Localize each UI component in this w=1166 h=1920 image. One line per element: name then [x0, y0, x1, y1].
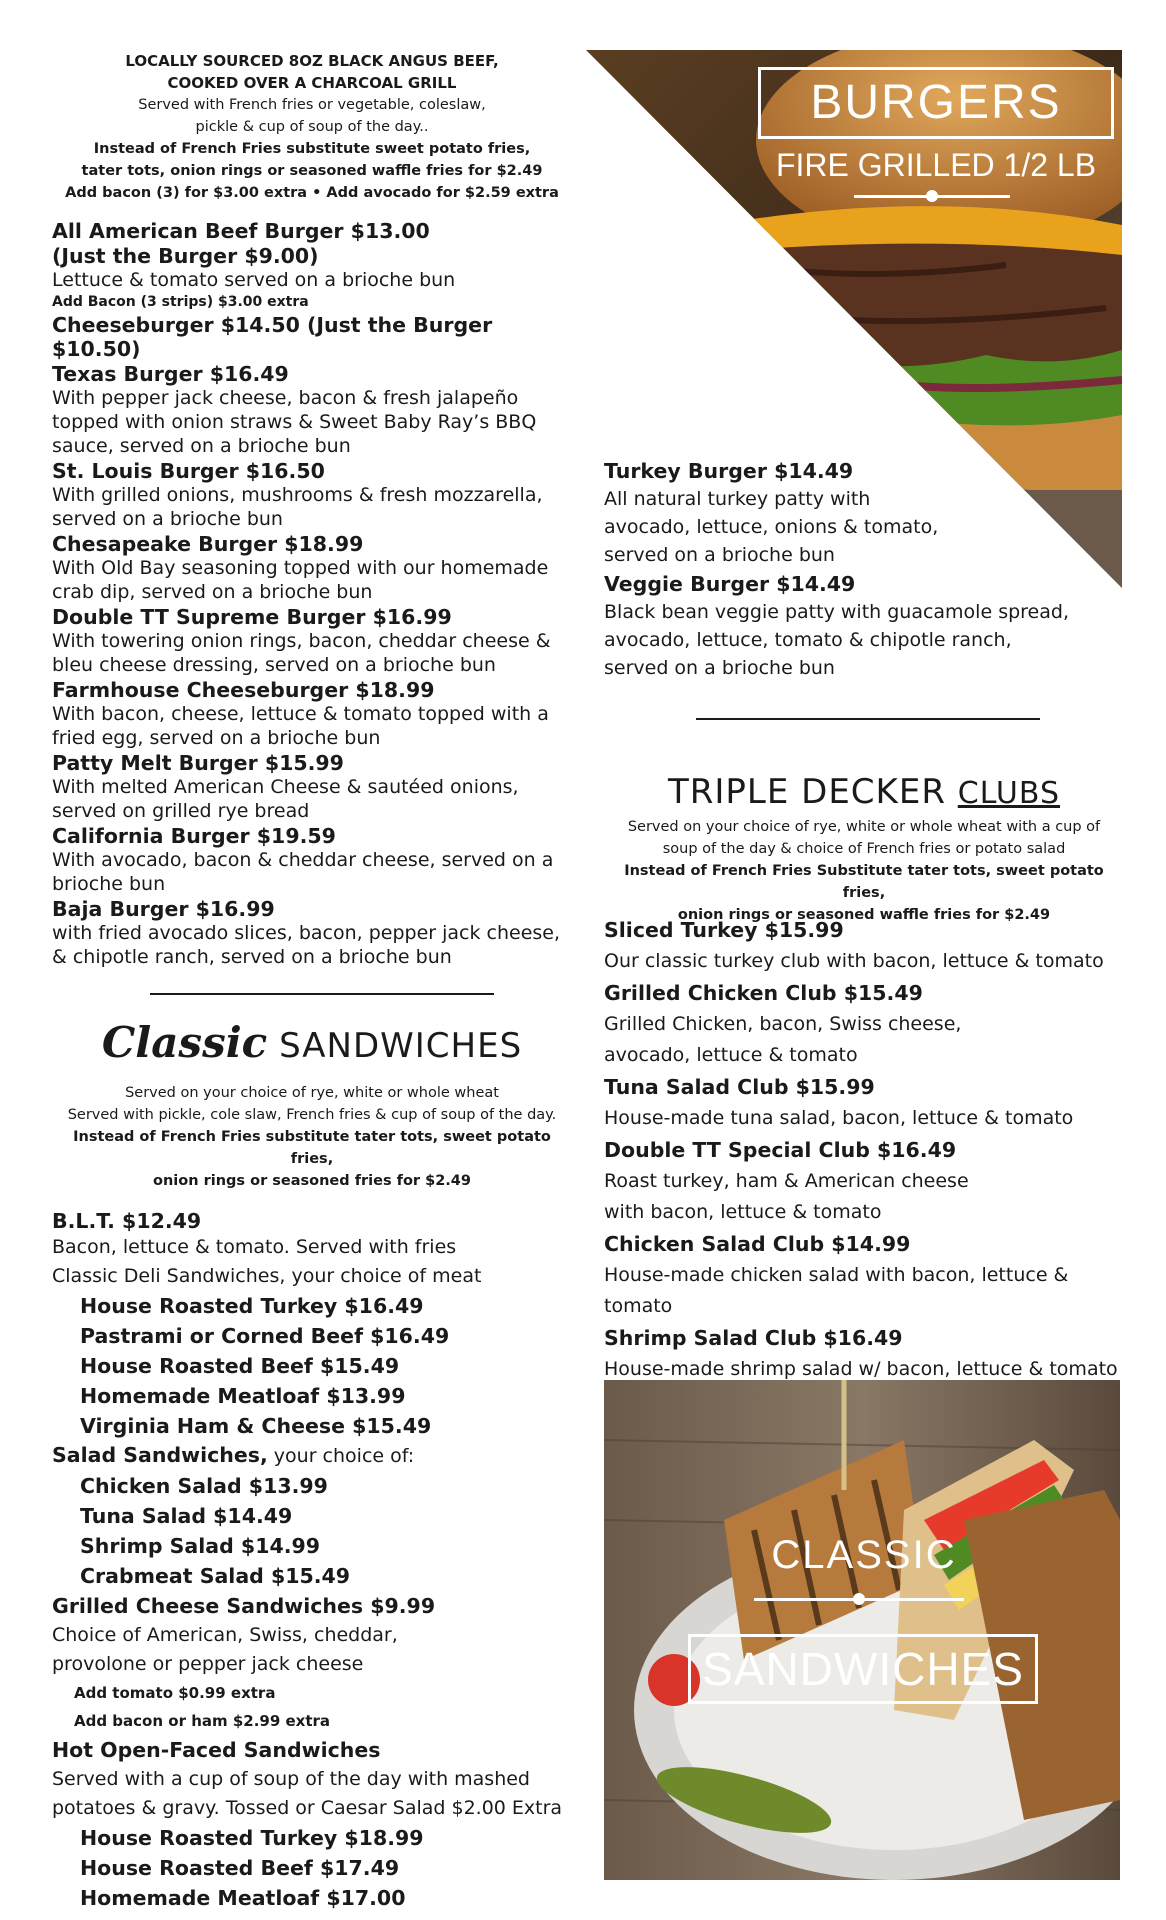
- menu-item-title: Shrimp Salad $14.99: [80, 1534, 321, 1558]
- menu-item-desc: Lettuce & tomato served on a brioche bun: [52, 269, 456, 291]
- menu-item-title: St. Louis Burger $16.50: [52, 459, 325, 483]
- menu-item-title: Homemade Meatloaf $13.99: [80, 1384, 406, 1408]
- menu-item-desc: with bacon, lettuce & tomato: [604, 1201, 882, 1223]
- menu-item-desc: with fried avocado slices, bacon, pepper jack cheese, & chipotle ranch, served on a brioche bun: [52, 922, 561, 968]
- menu-item-note: Add bacon or ham $2.99 extra: [74, 1712, 331, 1730]
- intro-line: Served with pickle, cole slaw, French fries & cup of soup of the day.: [67, 1107, 557, 1123]
- menu-item-title: Patty Melt Burger $15.99: [52, 751, 344, 775]
- intro-line: Served on your choice of rye, white or whole wheat: [125, 1085, 499, 1101]
- menu-item-title: House Roasted Beef $17.49: [80, 1856, 400, 1880]
- menu-item-desc: Our classic turkey club with bacon, lettuce & tomato: [604, 950, 1104, 972]
- menu-item-desc: potatoes & gravy. Tossed or Caesar Salad $2.00 Extra: [52, 1797, 563, 1819]
- menu-item-title: (Just the Burger $9.00): [52, 244, 319, 268]
- intro-line: onion rings or seasoned fries for $2.49: [153, 1173, 471, 1189]
- intro-line: Add bacon (3) for $3.00 extra • Add avocado for $2.59 extra: [65, 185, 559, 201]
- intro-line: pickle & cup of soup of the day..: [195, 119, 429, 135]
- menu-item-desc: Classic Deli Sandwiches, your choice of meat: [52, 1265, 482, 1287]
- burger-list: [52, 219, 572, 969]
- intro-line: soup of the day & choice of French fries or potato salad: [662, 841, 1066, 857]
- section-divider: [696, 718, 1040, 720]
- sandwiches-title-main: SANDWICHES: [279, 1026, 523, 1066]
- burgers-right-list: [604, 456, 1124, 682]
- menu-item-desc: Grilled Chicken, bacon, Swiss cheese,: [604, 1013, 962, 1035]
- menu-item-desc: Roast turkey, ham & American cheese: [604, 1170, 969, 1192]
- menu-item-desc: With grilled onions, mushrooms & fresh mozzarella, served on a brioche bun: [52, 484, 543, 530]
- menu-item-title: Veggie Burger $14.49: [604, 572, 856, 596]
- menu-item-desc: Served with a cup of soup of the day with mashed: [52, 1768, 530, 1790]
- menu-item-desc: avocado, lettuce, tomato & chipotle ranch,: [604, 629, 1012, 651]
- menu-item-desc: House-made shrimp salad w/ bacon, lettuce & tomato: [604, 1358, 1118, 1380]
- menu-item-desc: Bacon, lettuce & tomato. Served with fries: [52, 1236, 457, 1258]
- intro-line: onion rings or seasoned waffle fries for $2.49: [677, 907, 1051, 923]
- menu-item-desc: House-made tuna salad, bacon, lettuce & tomato: [604, 1107, 1074, 1129]
- menu-item-title: Chicken Salad Club $14.99: [604, 1232, 911, 1256]
- sandwiches-title: [52, 1018, 572, 1068]
- menu-item-title: Hot Open-Faced Sandwiches: [52, 1738, 381, 1762]
- menu-item-desc: your choice of:: [267, 1445, 415, 1467]
- menu-item-title: Turkey Burger $14.49: [604, 459, 854, 483]
- intro-line: Instead of French Fries substitute sweet potato fries,: [93, 141, 531, 157]
- intro-line: Instead of French Fries substitute tater tots, sweet potato fries,: [73, 1129, 551, 1167]
- menu-item-note: Add Bacon (3 strips) $3.00 extra: [52, 294, 309, 310]
- menu-item-title: Shrimp Salad Club $16.49: [604, 1326, 903, 1350]
- clubs-title-clubs: CLUBS: [957, 776, 1060, 811]
- menu-item-desc: With avocado, bacon & cheddar cheese, served on a brioche bun: [52, 849, 554, 895]
- burgers-subheading: FIRE GRILLED 1/2 LB: [775, 147, 1097, 183]
- burgers-heading: BURGERS: [758, 67, 1114, 139]
- sandwiches-intro: [52, 1082, 572, 1192]
- menu-item-desc: Choice of American, Swiss, cheddar,: [52, 1624, 398, 1646]
- menu-item-title: Sliced Turkey $15.99: [604, 918, 844, 942]
- menu-item-title: Homemade Meatloaf $17.00: [80, 1886, 406, 1910]
- classic-label: CLASSIC: [771, 1533, 957, 1577]
- menu-item-desc: With pepper jack cheese, bacon & fresh jalapeño topped with onion straws & Sweet Baby Ray’s BBQ sauce, served on a brioche bun: [52, 387, 537, 457]
- intro-line: tater tots, onion rings or seasoned waffle fries for $2.49: [81, 163, 543, 179]
- menu-item-title: Virginia Ham & Cheese $15.49: [80, 1414, 432, 1438]
- menu-item-desc: With bacon, cheese, lettuce & tomato topped with a fried egg, served on a brioche bun: [52, 703, 549, 749]
- clubs-list: [604, 914, 1124, 1385]
- photo-divider-dot: [853, 1593, 865, 1605]
- menu-item-title: Crabmeat Salad $15.49: [80, 1564, 351, 1588]
- menu-item-title: B.L.T. $12.49: [52, 1209, 202, 1233]
- menu-item-title: Salad Sandwiches,: [52, 1443, 268, 1467]
- menu-item-note: Add tomato $0.99 extra: [74, 1684, 276, 1702]
- menu-item-title: California Burger $19.59: [52, 824, 336, 848]
- sandwiches-label: SANDWICHES: [688, 1634, 1038, 1704]
- menu-item-title: House Roasted Turkey $16.49: [80, 1294, 424, 1318]
- menu-item-title: Tuna Salad $14.49: [80, 1504, 293, 1528]
- menu-item-title: Tuna Salad Club $15.99: [604, 1075, 875, 1099]
- menu-item-desc: avocado, lettuce, onions & tomato,: [604, 516, 939, 538]
- menu-item-row: [52, 1441, 572, 1471]
- burgers-intro: [52, 50, 572, 204]
- sandwich-photo: [604, 1380, 1120, 1880]
- menu-item-desc: served on a brioche bun: [604, 544, 835, 566]
- menu-item-title: Double TT Special Club $16.49: [604, 1138, 957, 1162]
- menu-item-desc: provolone or pepper jack cheese: [52, 1653, 364, 1675]
- menu-item-desc: With towering onion rings, bacon, cheddar cheese & bleu cheese dressing, served on a brioche bun: [52, 630, 551, 676]
- clubs-intro: [604, 816, 1124, 926]
- menu-item-title: Cheeseburger $14.50 (Just the Burger $10.50): [52, 313, 493, 361]
- menu-item-title: Baja Burger $16.99: [52, 897, 275, 921]
- menu-item-title: Chicken Salad $13.99: [80, 1474, 328, 1498]
- sandwich-illustration: [604, 1380, 1120, 1880]
- menu-item-desc: All natural turkey patty with: [604, 488, 871, 510]
- sandwich-list: [52, 1209, 572, 1913]
- menu-item-desc: Black bean veggie patty with guacamole spread,: [604, 601, 1069, 623]
- menu-item-title: Double TT Supreme Burger $16.99: [52, 605, 452, 629]
- intro-line: COOKED OVER A CHARCOAL GRILL: [167, 74, 457, 92]
- menu-item-title: All American Beef Burger $13.00: [52, 219, 430, 243]
- menu-item-title: Farmhouse Cheeseburger $18.99: [52, 678, 435, 702]
- menu-item-desc: avocado, lettuce & tomato: [604, 1044, 858, 1066]
- intro-line: LOCALLY SOURCED 8OZ BLACK ANGUS BEEF,: [125, 52, 499, 70]
- menu-item-desc: With Old Bay seasoning topped with our homemade crab dip, served on a brioche bun: [52, 557, 549, 603]
- intro-line: Served on your choice of rye, white or whole wheat with a cup of: [627, 819, 1101, 835]
- menu-item-title: Pastrami or Corned Beef $16.49: [80, 1324, 450, 1348]
- sandwiches-title-script: Classic: [101, 1018, 268, 1067]
- hero-divider-dot: [926, 190, 938, 202]
- intro-line: Instead of French Fries Substitute tater tots, sweet potato fries,: [624, 863, 1104, 901]
- menu-item-title: Texas Burger $16.49: [52, 362, 289, 386]
- menu-item-title: Grilled Chicken Club $15.49: [604, 981, 923, 1005]
- clubs-title-main: TRIPLE DECKER: [667, 772, 946, 812]
- left-column: [52, 50, 572, 1913]
- menu-item-title: Chesapeake Burger $18.99: [52, 532, 364, 556]
- menu-item-title: Grilled Cheese Sandwiches $9.99: [52, 1594, 436, 1618]
- menu-item-desc: served on a brioche bun: [604, 657, 835, 679]
- menu-item-title: House Roasted Turkey $18.99: [80, 1826, 424, 1850]
- menu-item-desc: House-made chicken salad with bacon, lettuce & tomato: [604, 1264, 1069, 1317]
- clubs-title: [604, 770, 1124, 816]
- menu-item-title: House Roasted Beef $15.49: [80, 1354, 400, 1378]
- menu-item-desc: With melted American Cheese & sautéed onions, served on grilled rye bread: [52, 776, 519, 822]
- intro-line: Served with French fries or vegetable, coleslaw,: [138, 97, 486, 113]
